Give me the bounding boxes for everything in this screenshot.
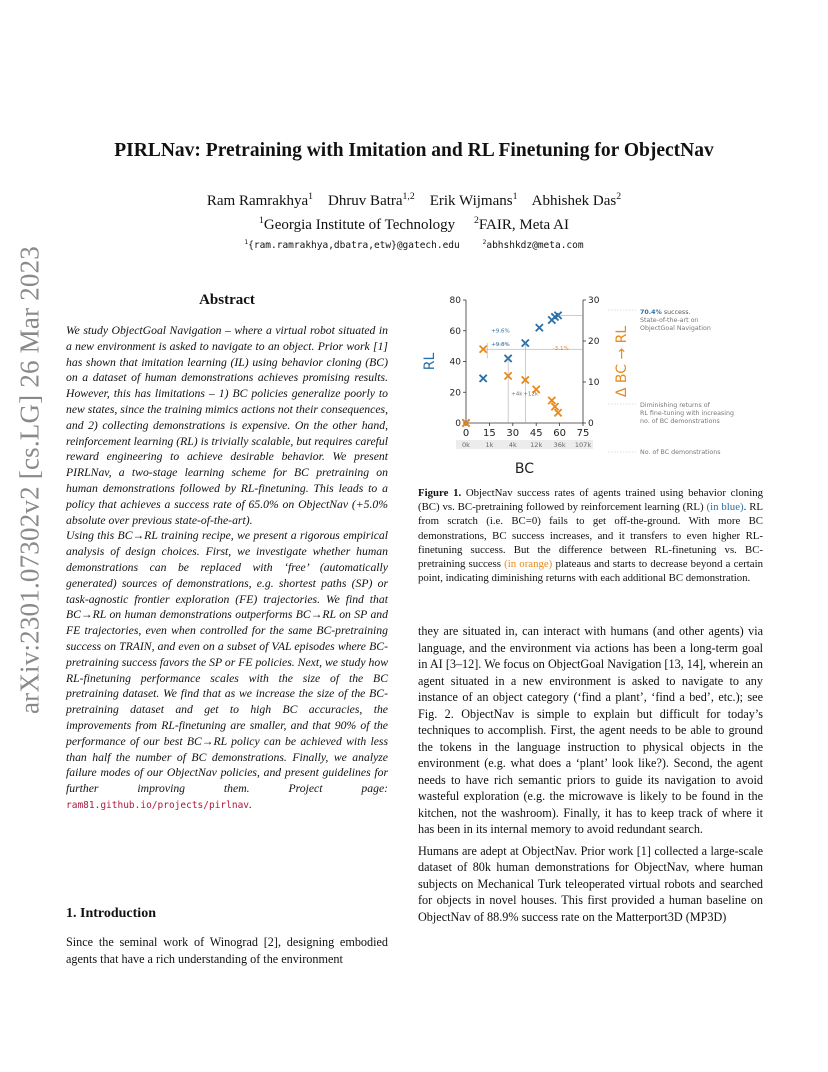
x-secondary-tick-label: 36k [553, 441, 566, 449]
annotation-num-demos: No. of BC demonstrations [640, 449, 721, 456]
intro-paragraph-2: they are situated in, can interact with humans (and other agents) via language, and the environment via actions has been a long-term goal in AI [3–12]. We focus on ObjectGoal Navigation [13, 14], wherein an agent situated in a new environment is asked to navigate to any instance of an object category (‘find a plant’, ‘find a bed’, etc.); see Fig. 2. ObjectNav is simple to explain but difficult for today’s techniques to accomplish. First, the agent needs to be able to ground the tokens in the language instruction to physical objects in the environment (e.g. what does a ‘plant’ look like?). Second, the agent needs to have rich semantic priors to guide its navigation to avoid wasteful exploration (e.g. the microwave is likely to be found in the kitchen, not the washroom). Finally, it has to keep track of where it has been in its internal memory to avoid redundant search. [418, 624, 763, 836]
figure-1-caption: Figure 1. ObjectNav success rates of agents trained using behavior cloning (BC) vs. BC-pretraining followed by reinforcement learning (RL) (in blue). RL from scratch (i.e. BC=0) fails to get off-the-ground. With more BC demonstrations, BC success increases, and it transfers to even higher RL-finetuning success. But the difference between RL-finetuning vs. BC-pretraining success (in orange) plateaus and starts to decrease beyond a certain point, indicating diminishing returns with each additional BC demonstration. [418, 487, 763, 585]
delta-label: +9.6% [491, 328, 510, 335]
annotation-diminishing-3: no. of BC demonstrations [640, 418, 720, 425]
y-tick-label: 0 [455, 419, 461, 429]
y2-tick-label: 20 [588, 337, 600, 347]
email: $^2$abhshkdz@meta.com [482, 238, 584, 251]
abstract-body [66, 323, 388, 814]
y-axis-label-right: Δ BC → RL [614, 325, 630, 398]
y2-tick-label: 30 [588, 296, 600, 306]
caption-label: Figure 1. [418, 487, 462, 499]
x-secondary-tick-label: 12k [530, 441, 543, 449]
y-tick-label: 40 [449, 357, 461, 368]
author: Dhruv Batra$^{1,2}$ [327, 191, 415, 209]
secondary-axis-band [456, 440, 593, 449]
x-secondary-tick-label: 4k [508, 441, 517, 449]
delta-label: +12k [523, 391, 539, 398]
x-axis-label: BC [514, 461, 535, 477]
y-tick-label: 60 [449, 326, 461, 337]
x-tick-label: 15 [483, 428, 496, 439]
emails [60, 240, 768, 251]
annotation-sota-2: State-of-the-art on [640, 317, 699, 324]
figure-1 [418, 290, 763, 480]
affiliation: $^2$FAIR, Meta AI [473, 215, 569, 233]
abstract-paragraph-2: Using this BC→RL training recipe, we present a rigorous empirical analysis of design choices. First, we investigate whether human demonstrations can be replaced with ‘free’ (automatically generated) sources of demonstrations, e.g. shortest paths (SP) or task-agnostic frontier exploration (FE) trajectories. We find that BC→RL on human demonstrations outperforms BC→RL on SP and FE trajectories, even when controlled for the same BC-pretraining success on TRAIN, and even on a subset of VAL episodes where BC-pretraining success favors the SP or FE policies. Next, we study how RL-finetuning performance scales with the size of the BC pretraining dataset. We find that as we increase the size of the BC-pretraining dataset and get to high BC accuracies, the improvements from RL-finetuning are smaller, and that 90% of the performance of our best BC→RL policy can be achieved with less than half the number of BC demonstrations. Finally, we analyze failure modes of our ObjectNav policies, and present guidelines for further improving them. Project page: ram81.github.io/projects/pirlnav. [66, 529, 389, 811]
caption-orange-text: (in orange) [504, 558, 553, 571]
x-secondary-tick-label: 0k [462, 441, 470, 449]
x-tick-label: 45 [529, 428, 543, 439]
y-tick-label: 80 [449, 296, 461, 306]
data-point-rl [480, 375, 487, 382]
author: Ram Ramrakhya$^1$ [206, 191, 313, 209]
x-secondary-tick-label: 1k [485, 441, 494, 449]
intro-paragraph-1: Since the seminal work of Winograd [2], designing embodied agents that have a rich understanding of the environment [66, 935, 388, 966]
section-heading-introduction: 1. Introduction [66, 906, 156, 921]
author-list [60, 193, 768, 210]
abstract-paragraph-1: We study ObjectGoal Navigation – where a virtual robot situated in a new environment is asked to navigate to an object. Prior work [1] has shown that imitation learning (IL) using behavior cloning (BC) on a dataset of human demonstrations achieves promising results. However, this has limitations – 1) BC policies generalize poorly to new states, since the training mimics actions not their consequences, and 2) collecting demonstrations is expensive. On the other hand, reinforcement learning (RL) is trivially scalable, but requires careful reward engineering to achieve desirable behavior. We present PIRLNav, a two-stage learning scheme for BC pretraining on human demonstrations followed by RL-finetuning. This leads to a policy that achieves a success rate of 65.0% on ObjectNav (+5.0% absolute over previous state-of-the-art). [66, 324, 388, 527]
caption-blue-text: (in blue) [706, 501, 744, 514]
annotation-sota-3: ObjectGoal Navigation [640, 325, 711, 332]
arxiv-id: arXiv:2301.07302v2 [cs.LG] 26 Mar 2023 [14, 245, 45, 715]
annotation-diminishing-1: Diminishing returns of [640, 402, 710, 409]
x-tick-label: 0 [462, 428, 470, 439]
annotation-diminishing-2: RL fine-tuning with increasing [640, 410, 734, 417]
email: $^1${ram.ramrakhya,dbatra,etw}@gatech.edu [244, 238, 460, 251]
x-tick-label: 75 [576, 428, 590, 439]
project-page-link[interactable]: ram81.github.io/projects/pirlnav [66, 799, 250, 811]
intro-continued [418, 623, 763, 930]
paper-title: PIRLNav: Pretraining with Imitation and RL Finetuning for ObjectNav [114, 140, 714, 161]
y2-tick-label: 10 [588, 378, 600, 388]
author: Erik Wijmans$^1$ [429, 191, 518, 209]
annotation-sota: 70.4% success. [640, 309, 691, 316]
abstract-heading: Abstract [199, 292, 255, 308]
delta-label: +9.8% [491, 342, 510, 349]
y-tick-label: 20 [449, 388, 461, 399]
affiliations [60, 217, 768, 234]
figure-1-chart [418, 290, 763, 480]
x-tick-label: 30 [506, 428, 520, 439]
delta-label: +4k [511, 391, 523, 398]
arxiv-stamp [14, 245, 46, 715]
delta-label: -3.1% [552, 346, 569, 353]
y2-tick-label: 0 [588, 419, 594, 429]
data-point-rl [536, 324, 543, 331]
intro-body [66, 934, 388, 967]
y-axis-label-left: RL [422, 352, 438, 371]
intro-paragraph-3: Humans are adept at ObjectNav. Prior work [1] collected a large-scale dataset of 80k human demonstrations for ObjectNav, where human subjects on Mechanical Turk teleoperated virtual robots and searched for objects in novel houses. This first provided a human baseline on ObjectNav of 88.9% success rate on the Matterport3D (MP3D) [418, 843, 763, 924]
x-secondary-tick-label: 107k [574, 441, 592, 449]
affiliation: $^1$Georgia Institute of Technology [259, 215, 456, 233]
x-tick-label: 60 [553, 428, 566, 439]
author: Abhishek Das$^2$ [531, 191, 622, 209]
